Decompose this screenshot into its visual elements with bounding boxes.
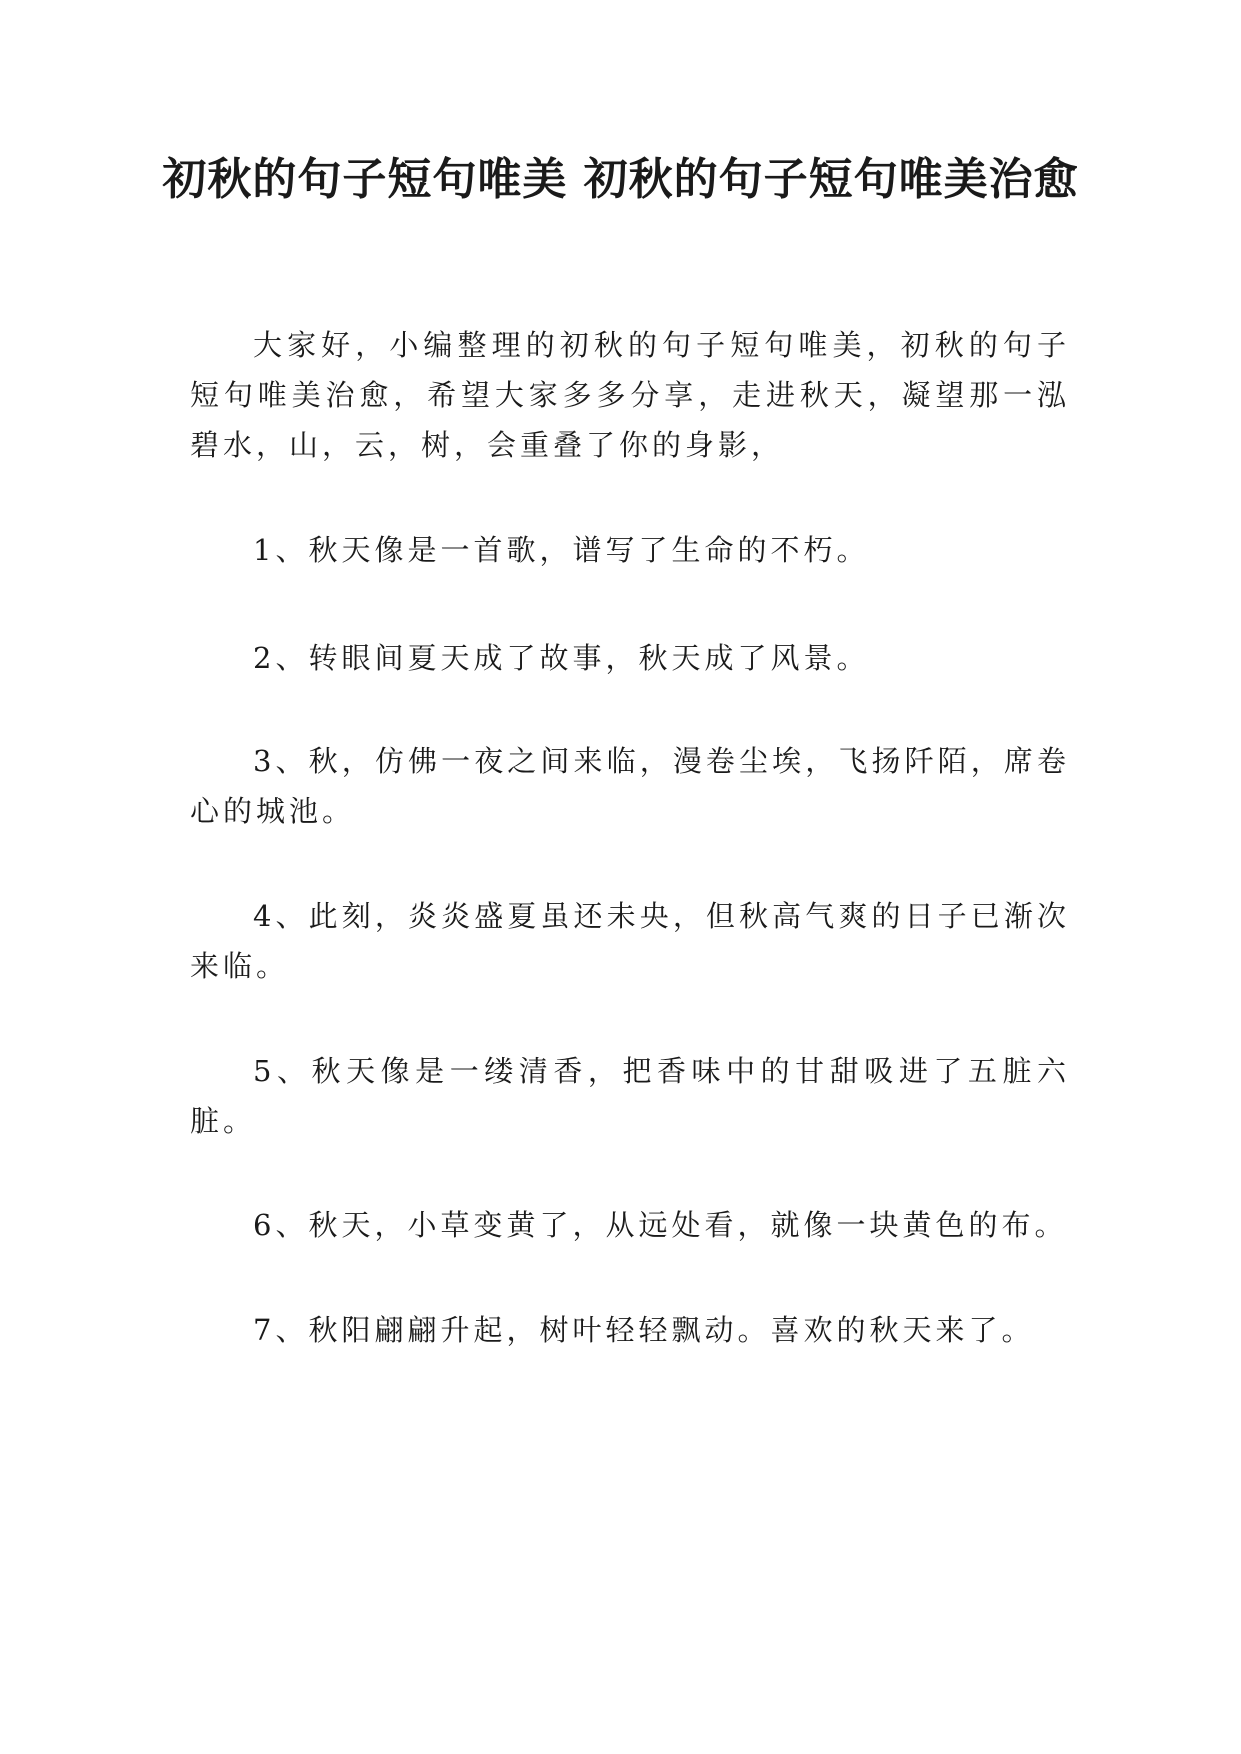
list-item-3: 3、秋，仿佛一夜之间来临，漫卷尘埃，飞扬阡陌，席卷心的城池。	[190, 744, 1070, 828]
list-item-2: 2、转眼间夏天成了故事，秋天成了风景。	[253, 641, 870, 675]
list-item-5: 5、秋天像是一缕清香，把香味中的甘甜吸进了五脏六脏。	[190, 1054, 1070, 1138]
list-item-7: 7、秋阳翩翩升起，树叶轻轻飘动。喜欢的秋天来了。	[253, 1313, 1035, 1347]
document-title: 初秋的句子短句唯美 初秋的句子短句唯美治愈	[162, 154, 1079, 205]
list-item-1: 1、秋天像是一首歌，谱写了生命的不朽。	[253, 533, 870, 567]
list-item-4: 4、此刻，炎炎盛夏虽还未央，但秋高气爽的日子已渐次来临。	[190, 899, 1070, 983]
list-item-6: 6、秋天，小草变黄了，从远处看，就像一块黄色的布。	[253, 1208, 1068, 1242]
intro-paragraph: 大家好，小编整理的初秋的句子短句唯美，初秋的句子短句唯美治愈，希望大家多多分享，走进秋天，凝望那一泓碧水，山，云，树，会重叠了你的身影，	[190, 328, 1070, 462]
